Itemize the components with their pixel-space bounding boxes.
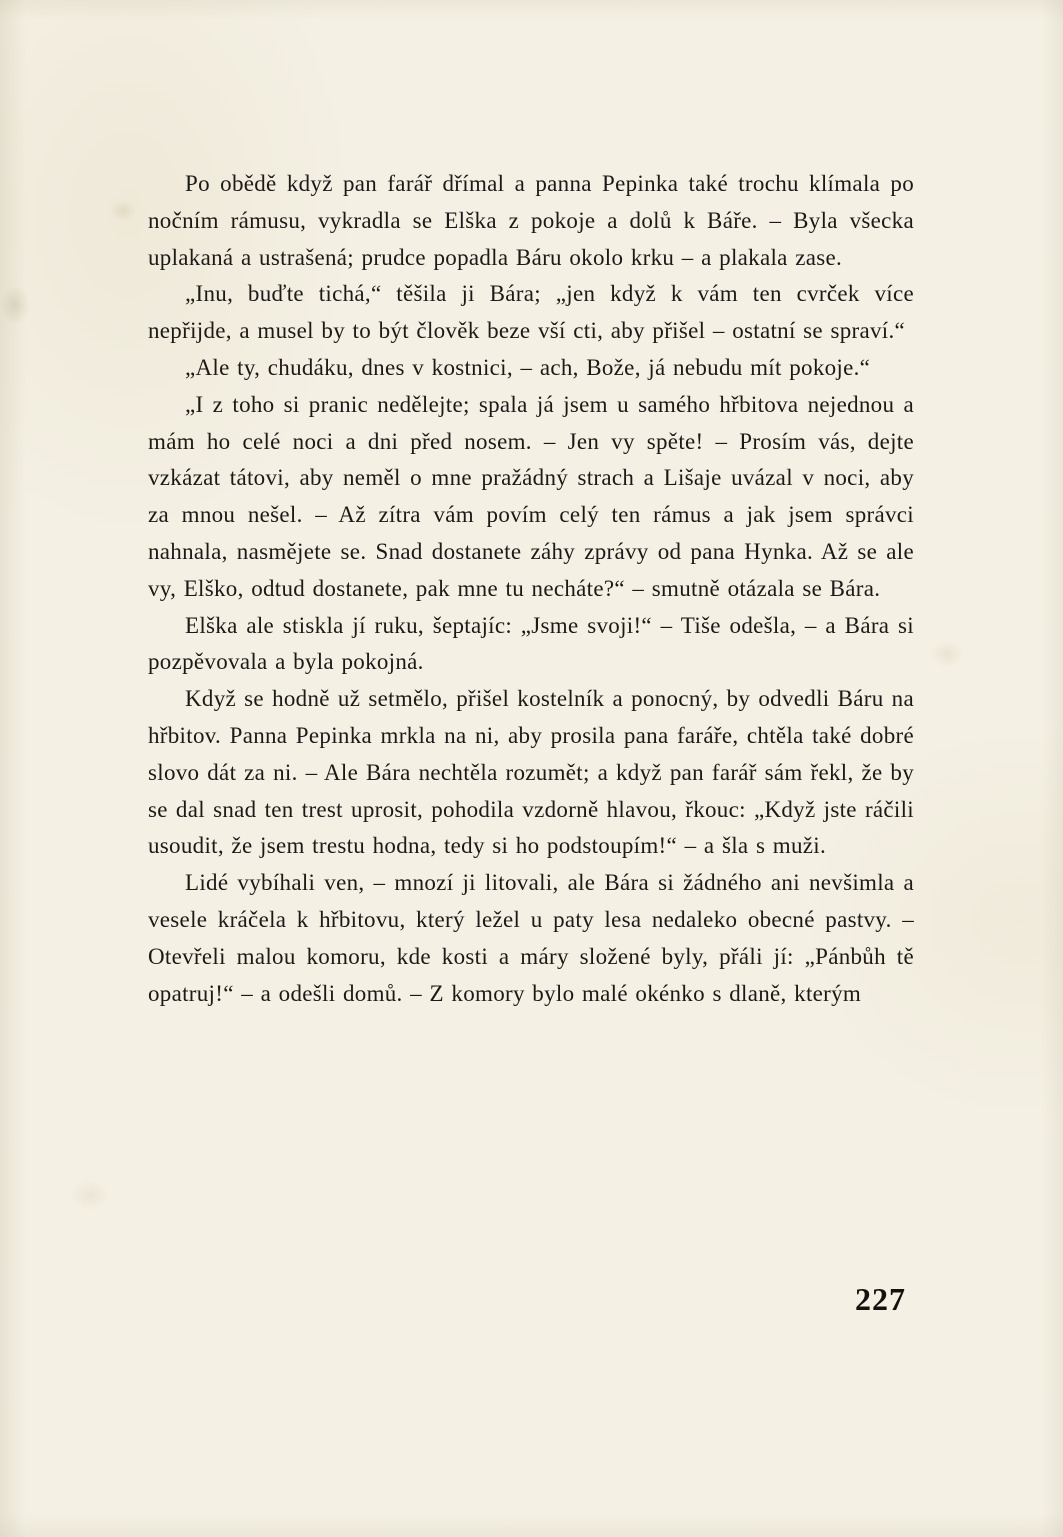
paragraph: Po obědě když pan farář dřímal a panna Pepinka také trochu klímala po nočním rámusu, vykradla se Elška z pokoje a dolů k Báře. – Byla všecka uplakaná a ustrašená; prudce popadla Báru okolo krku – a plakala zase.	[148, 171, 914, 270]
paragraph: „I z toho si pranic nedělejte; spala já jsem u samého hřbitova nejednou a mám ho celé noci a dni před nosem. – Jen vy spěte! – Prosím vás, dejte vzkázat tátovi, aby neměl o mne pražádný strach a Lišaje uvázal v noci, aby za mnou nešel. – Až zítra vám povím celý ten rámus a jak jsem správci nahnala, nasmějete se. Snad dostanete záhy zprávy od pana Hynka. Až se ale vy, Elško, odtud dostanete, pak mne tu necháte?“ – smutně otázala se Bára.	[148, 391, 914, 601]
page-number: 227	[855, 1281, 906, 1317]
paper-stain	[70, 1180, 110, 1210]
paragraph: „Ale ty, chudáku, dnes v kostnici, – ach, Bože, já nebudu mít pokoje.“	[185, 354, 871, 380]
paragraph: Lidé vybíhali ven, – mnozí ji litovali, ale Bára si žádného ani nevšimla a vesele kráčela k hřbitovu, který ležel u paty lesa nedaleko obecné pastvy. – Otevřeli malou komoru, kde kosti a máry složené byly, přáli jí: „Pánbůh tě opatruj!“ – a odešli domů. – Z komory bylo malé okénko s dlaně, kterým	[148, 870, 914, 1006]
paper-stain	[930, 640, 964, 668]
paragraph: Když se hodně už setmělo, přišel kostelník a ponocný, by odvedli Báru na hřbitov. Panna Pepinka mrkla na ni, aby prosila pana faráře, chtěla také dobré slovo dát za ni. – Ale Bára nechtěla rozumět; a když pan farář sám řekl, že by se dal snad ten trest uprosit, pohodila vzdorně hlavou, řkouc: „Když jste ráčili usoudit, že jsem trestu hodna, tedy si ho podstoupím!“ – a šla s muži.	[148, 686, 914, 859]
paper-stain	[0, 285, 30, 325]
paragraph: Elška ale stiskla jí ruku, šeptajíc: „Jsme svoji!“ – Tiše odešla, – a Bára si pozpěvovala a byla pokojná.	[148, 612, 914, 675]
text-block	[148, 166, 914, 1012]
paper-stain	[110, 200, 136, 222]
paragraph: „Inu, buďte tichá,“ těšila ji Bára; „jen když k vám ten cvrček více nepřijde, a musel by to být člověk beze vší cti, aby přišel – ostatní se spraví.“	[148, 281, 914, 344]
